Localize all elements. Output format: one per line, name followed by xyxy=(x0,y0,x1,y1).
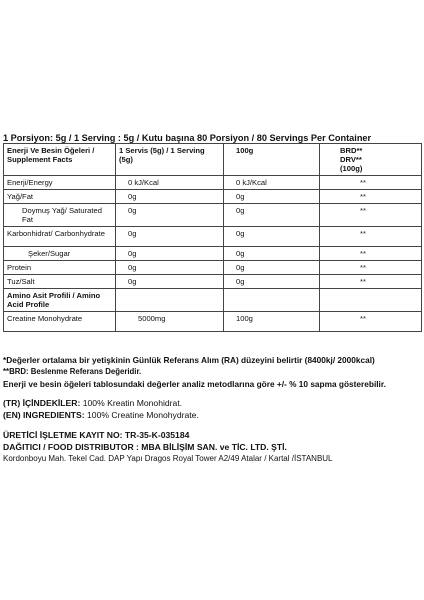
ingredients-tr-label: (TR) İÇİNDEKİLER: xyxy=(3,398,81,408)
distributor-address: Kordonboyu Mah. Tekel Cad. DAP Yapı Dragos Royal Tower A2/49 Atalar / Kartal /İSTANBUL xyxy=(3,454,333,463)
row-label: Doymuş Yağ/ Saturated Fat xyxy=(4,204,116,227)
table-row xyxy=(4,275,422,289)
ingredients-en-text: 100% Creatine Monohydrate. xyxy=(84,410,199,420)
row-per100: 0g xyxy=(224,190,320,204)
row-per100: 0g xyxy=(224,204,320,227)
row-serving: 0 kJ/Kcal xyxy=(116,176,224,190)
row-serving: 0g xyxy=(116,247,224,261)
row-label: Karbonhidrat/ Carbonhydrate xyxy=(4,227,116,247)
table-row xyxy=(4,261,422,275)
header-per-serving: 1 Servis (5g) / 1 Serving (5g) xyxy=(116,144,224,176)
header-nutrients: Enerji Ve Besin Öğeleri / Supplement Facts xyxy=(4,144,116,176)
table-row xyxy=(4,227,422,247)
row-brd: ** xyxy=(320,227,422,247)
row-label: Creatine Monohydrate xyxy=(4,312,116,332)
ingredients-tr xyxy=(3,397,423,409)
registration-number: ÜRETİCİ İŞLETME KAYIT NO: TR-35-K-035184 xyxy=(3,430,190,440)
row-per100: 0 kJ/Kcal xyxy=(224,176,320,190)
row-brd: ** xyxy=(320,204,422,227)
row-serving: 5000mg xyxy=(116,312,224,332)
row-per100 xyxy=(224,289,320,312)
row-per100: 0g xyxy=(224,247,320,261)
row-serving: 0g xyxy=(116,275,224,289)
row-serving: 0g xyxy=(116,227,224,247)
row-serving: 0g xyxy=(116,204,224,227)
row-label: Enerji/Energy xyxy=(4,176,116,190)
distributor-info xyxy=(3,429,423,465)
row-brd: ** xyxy=(320,176,422,190)
table-row xyxy=(4,289,422,312)
row-brd: ** xyxy=(320,312,422,332)
supplement-facts-table xyxy=(3,143,422,332)
row-per100: 100g xyxy=(224,312,320,332)
table-row xyxy=(4,247,422,261)
table-row xyxy=(4,176,422,190)
row-brd xyxy=(320,289,422,312)
distributor-name: DAĞITICI / FOOD DISTRIBUTOR : MBA BİLİŞİM SAN. ve TİC. LTD. ŞTİ. xyxy=(3,442,287,452)
ingredients-en-label: (EN) INGREDIENTS: xyxy=(3,410,85,420)
row-brd: ** xyxy=(320,247,422,261)
ingredients-tr-text: 100% Kreatin Monohidrat. xyxy=(80,398,183,408)
note-ra: *Değerler ortalama bir yetişkinin Günlük Referans Alım (RA) düzeyini belirtir (8400kj/ 2000kcal) xyxy=(3,355,375,365)
row-label: Yağ/Fat xyxy=(4,190,116,204)
header-brd: BRD** DRV** (100g) xyxy=(320,144,422,176)
row-brd: ** xyxy=(320,190,422,204)
row-label: Şeker/Sugar xyxy=(4,247,116,261)
table-header-row xyxy=(4,144,422,176)
ingredients xyxy=(3,397,423,421)
row-brd: ** xyxy=(320,261,422,275)
row-per100: 0g xyxy=(224,227,320,247)
row-brd: ** xyxy=(320,275,422,289)
table-row xyxy=(4,312,422,332)
row-label: Tuz/Salt xyxy=(4,275,116,289)
row-serving: 0g xyxy=(116,261,224,275)
header-per-100g: 100g xyxy=(224,144,320,176)
row-per100: 0g xyxy=(224,275,320,289)
row-serving: 0g xyxy=(116,190,224,204)
row-label: Amino Asit Profili / Amino Acid Profile xyxy=(4,289,116,312)
table-row xyxy=(4,204,422,227)
row-label: Protein xyxy=(4,261,116,275)
row-serving xyxy=(116,289,224,312)
ingredients-en xyxy=(3,409,423,421)
note-brd: **BRD: Beslenme Referans Değeridir. xyxy=(3,367,142,376)
note-deviation: Enerji ve besin öğeleri tablosundaki değerler analiz metodlarına göre +/- % 10 sapma gösterebilir. xyxy=(3,379,386,389)
footnotes xyxy=(3,355,423,390)
row-per100: 0g xyxy=(224,261,320,275)
serving-headline: 1 Porsiyon: 5g / 1 Serving : 5g / Kutu başına 80 Porsiyon / 80 Servings Per Container xyxy=(3,133,372,143)
table-row xyxy=(4,190,422,204)
